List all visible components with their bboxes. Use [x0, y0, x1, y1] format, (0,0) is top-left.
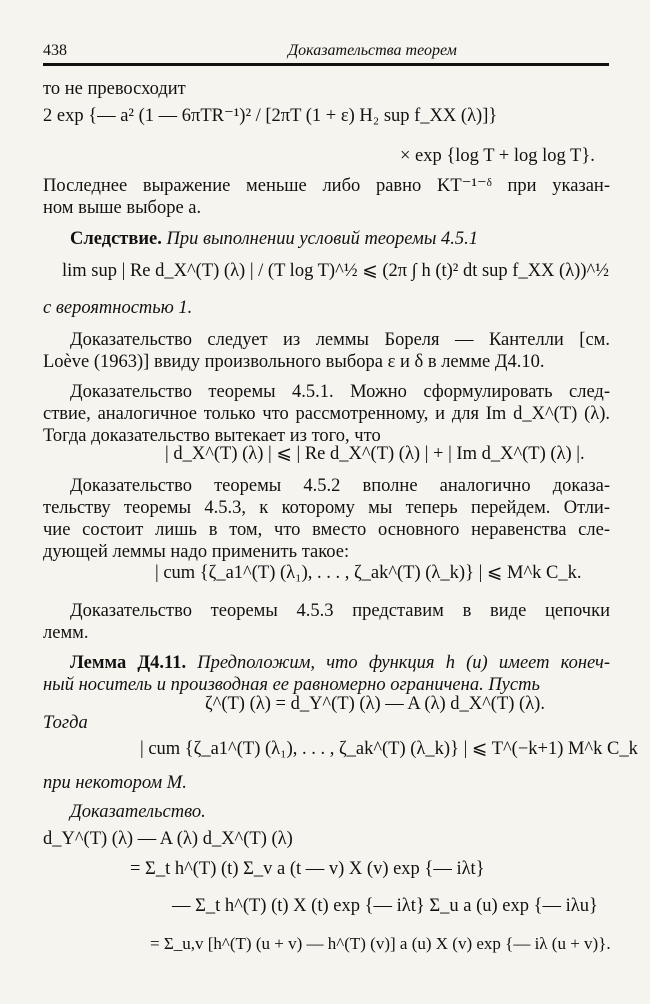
running-title: Доказательства теорем	[288, 42, 457, 59]
corollary-label: Следствие.	[70, 229, 162, 249]
formula-line: = Σ_t h^(T) (t) Σ_v a (t — v) X (v) exp {— iλt}	[130, 859, 485, 879]
text-line: Последнее выражение меньше либо равно KT⁻¹⁻ᵟ при указан-	[43, 176, 610, 196]
text-line: Тогда доказательство вытекает из того, что	[43, 426, 381, 446]
text-line: тельству теоремы 4.5.3, к которому мы теперь перейдем. Отли-	[43, 498, 610, 518]
text-line: дующей леммы надо применить такое:	[43, 542, 350, 562]
text-line: Доказательство следует из леммы Бореля — Кантелли [см.	[70, 330, 610, 350]
text-line: Доказательство теоремы 4.5.2 вполне аналогично доказа-	[70, 476, 610, 496]
page-header	[43, 42, 608, 62]
text-line: Тогда	[43, 713, 88, 733]
corollary-heading	[70, 228, 478, 250]
corollary-text: При выполнении условий теоремы 4.5.1	[166, 229, 478, 249]
formula-line: | d_X^(T) (λ) | ⩽ | Re d_X^(T) (λ) | + | Im d_X^(T) (λ) |.	[165, 444, 585, 464]
formula-line: | cum {ζ_a1^(T) (λ₁), . . . , ζ_ak^(T) (λ_k)} | ⩽ T^(−k+1) M^k C_k	[140, 739, 638, 759]
text-line: Loève (1963)] ввиду произвольного выбора ε и δ в лемме Д4.10.	[43, 352, 545, 372]
formula-line: d_Y^(T) (λ) — A (λ) d_X^(T) (λ)	[43, 829, 293, 849]
text-line: ном выше выборе a.	[43, 198, 202, 218]
text-line: с вероятностью 1.	[43, 298, 193, 318]
page-number: 438	[43, 42, 67, 59]
formula-line: 2 exp {— a² (1 — 6πTR⁻¹)² / [2πT (1 + ε) H₂ sup f_XX (λ)]}	[43, 106, 498, 126]
formula-line: | cum {ζ_a1^(T) (λ₁), . . . , ζ_ak^(T) (λ_k)} | ⩽ M^k C_k.	[155, 563, 582, 583]
proof-label: Доказательство.	[70, 802, 206, 822]
formula-line: = Σ_u,v [h^(T) (u + v) — h^(T) (v)] a (u) X (v) exp {— iλ (u + v)}.	[150, 934, 611, 953]
text-line: чие состоит лишь в том, что вместо основного неравенства сле-	[43, 520, 610, 540]
formula-line: lim sup | Re d_X^(T) (λ) | / (T log T)^½ ⩽ (2π ∫ h (t)² dt sup f_XX (λ))^½	[62, 261, 610, 281]
text-line: ный носитель и производная ее равномерно ограничена. Пусть	[43, 675, 540, 695]
lemma-text: Предположим, что функция h (u) имеет конеч-	[197, 653, 611, 673]
text-line: Доказательство теоремы 4.5.1. Можно сформулировать след-	[70, 382, 610, 402]
text-line: то не превосходит	[43, 79, 186, 99]
formula-line: × exp {log T + log log T}.	[400, 146, 595, 166]
text-line: лемм.	[43, 623, 89, 643]
text-line: ствие, аналогичное только что рассмотренному, и для Im d_X^(T) (λ).	[43, 404, 610, 424]
header-rule	[43, 63, 609, 66]
formula-line: ζ^(T) (λ) = d_Y^(T) (λ) — A (λ) d_X^(T) (λ).	[205, 694, 545, 714]
text-line: Доказательство теоремы 4.5.3 представим в виде цепочки	[70, 601, 610, 621]
lemma-heading	[70, 652, 610, 674]
text-line: при некотором M.	[43, 773, 187, 793]
formula-line: — Σ_t h^(T) (t) X (t) exp {— iλt} Σ_u a (u) exp {— iλu}	[172, 896, 598, 916]
lemma-label: Лемма Д4.11.	[70, 653, 187, 673]
